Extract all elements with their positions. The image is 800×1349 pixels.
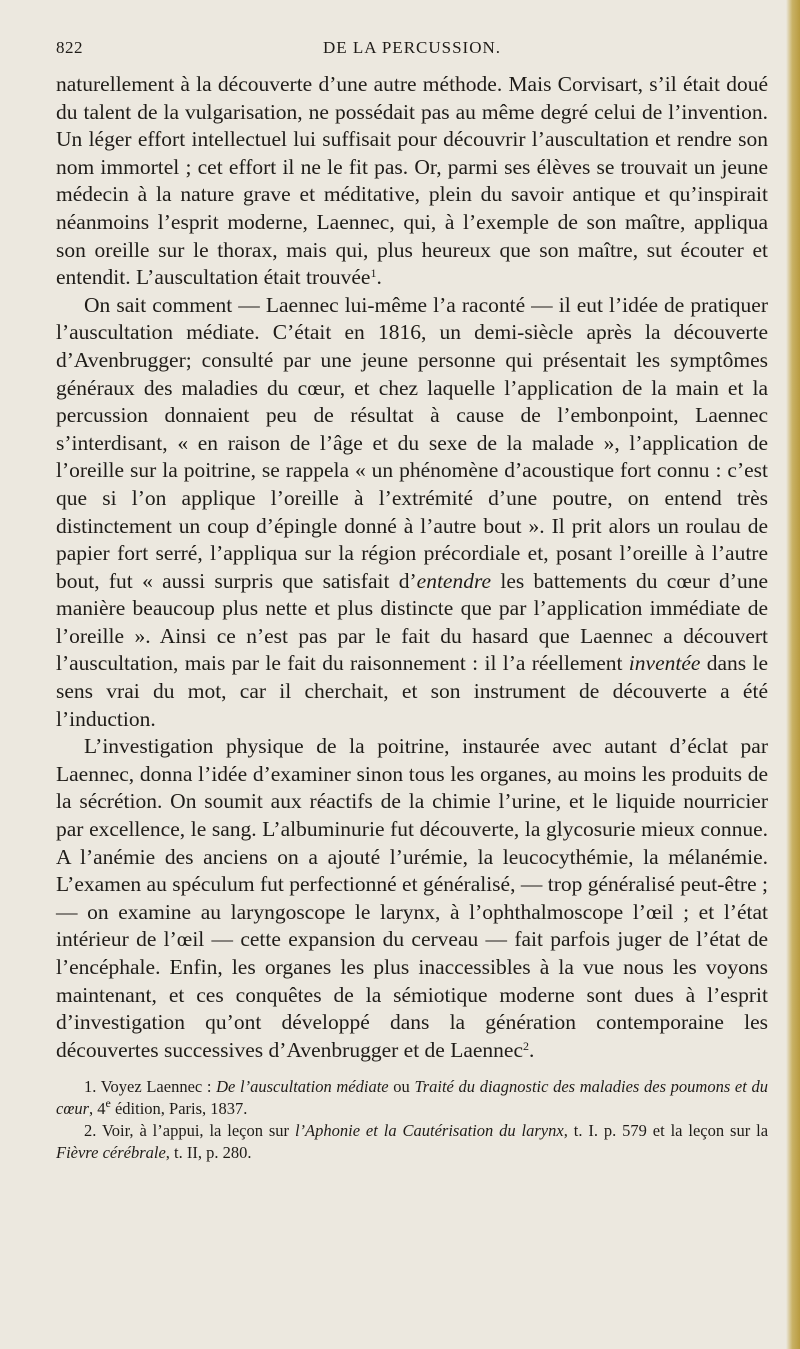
paragraph-text: les battements du cœur d’une manière beaucoup plus nette et plus distincte que par l’application immédiate de l’oreille ». Ainsi ce n’est pas par le fait du hasard que Laennec a découvert l’auscultation, mais par le fait du raisonnement : il l’a réellement [56, 568, 769, 676]
footnote-text: , t. II, p. 280. [165, 1143, 252, 1163]
paragraph-text: L’investigation physique de la poitrine, instaurée avec autant d’éclat par Laennec, donna l’idée d’examiner sinon tous les organes, au moins les produits de la sécrétion. On soumit aux réactifs de la chimie l’urine, et le liquide nourricier par excellence, le sang. L’albuminurie fut découverte, la glycosurie mieux connue. A l’anémie des anciens on a ajouté l’urémie, la leucocythémie, la mélanémie. L’examen au spéculum fut perfectionné et généralisé, — trop généralisé peut-être ; — on examine au laryngoscope le larynx, à l’ophthalmoscope l’œil ; et l’état intérieur de l’œil — cette expansion du cerveau — fait parfois juger de l’état de l’encéphale. Enfin, les organes les plus inaccessibles à la vue nous les voyons maintenant, et ces conquêtes de la sémiotique moderne sont dues à l’esprit d’investigation qu’ont développé dans la génération contemporaine les découvertes successives d’Avenbrugger et de Laennec [56, 734, 768, 1062]
paragraph-3 [56, 733, 768, 1064]
paragraph-text: On sait comment — Laennec lui-même l’a raconté — il eut l’idée de pratiquer l’auscultation médiate. C’était en 1816, un demi-siècle après la découverte d’Avenbrugger; consulté par une jeune personne qui présentait les symptômes généraux des maladies du cœur, et chez laquelle l’application de la main et la percussion donnaient peu de résultat à cause de l’embonpoint, Laennec s’interdisant, « en raison de l’âge et du sexe de la malade », l’application de l’oreille sur la poitrine, se rappela « un phénomène d’acoustique fort connu : c’est que si l’on applique l’oreille à l’extrémité d’une poutre, on entend très distinctement un coup d’épingle donné à l’autre bout ». Il prit alors un roulau de papier fort serré, l’appliqua sur la région précordiale et, posant l’oreille à l’autre bout, fut « aussi surpris que satisfait d’ [56, 292, 768, 593]
footnote-2 [56, 1120, 768, 1164]
book-page [56, 38, 768, 1164]
footnote-text: , 4 [89, 1099, 106, 1119]
footnote-1 [56, 1076, 768, 1120]
footnote-text: 2. Voir, à l’appui, la leçon sur [84, 1121, 295, 1141]
running-title: DE LA PERCUSSION. [322, 38, 502, 57]
paragraph-2 [56, 292, 768, 734]
paragraph-tail: . [376, 265, 382, 290]
footnote-ref-2: 2 [523, 1038, 530, 1053]
footnote-title: l’Aphonie et la Cautérisation du larynx [294, 1121, 564, 1141]
footnote-title: De l’auscultation médiate [216, 1077, 389, 1097]
body-text [56, 71, 768, 1064]
footnote-title: Fièvre cérébrale [56, 1143, 166, 1163]
footnote-text: 1. Voyez Laennec : [84, 1077, 217, 1097]
paragraph-text: naturellement à la découverte d’une autre méthode. Mais Corvisart, s’il était doué du talent de la vulgarisation, ne possédait pas au même degré celui de l’invention. Un léger effort intellectuel lui suffisait pour découvrir l’auscultation et rendre son nom immortel ; cet effort il ne le fit pas. Or, parmi ses élèves se trouvait un jeune médecin à la nature grave et méditative, plein du savoir antique et qu’inspirait néanmoins l’esprit moderne, Laennec, qui, à l’exemple de son maître, appliqua son oreille sur le thorax, mais qui, plus heureux que son maître, sut écouter et entendit. L’auscultation était trouvée [56, 72, 768, 290]
paragraph-tail: . [529, 1037, 535, 1062]
italic-term: entendre [416, 568, 492, 593]
footnote-text: ou [388, 1077, 415, 1097]
footnote-text: édition, Paris, 1837. [110, 1099, 248, 1119]
footnote-text: , t. I. p. 579 et la leçon sur la [563, 1121, 769, 1141]
italic-term: inventée [628, 651, 701, 676]
page-edge-gilt [786, 0, 800, 1349]
page-number: 822 [56, 38, 83, 57]
paragraph-text: dans le sens vrai du mot, car il cherchait, et son instrument de découverte a été l’induction. [56, 651, 768, 731]
footnote-title: Traité du diagnostic des maladies des poumons et du cœur [56, 1077, 768, 1119]
paragraph-1 [56, 71, 768, 292]
footnotes [56, 1076, 768, 1164]
footnote-ref-1: 1 [370, 266, 377, 281]
running-head [56, 38, 768, 62]
edition-superscript: e [105, 1096, 111, 1111]
